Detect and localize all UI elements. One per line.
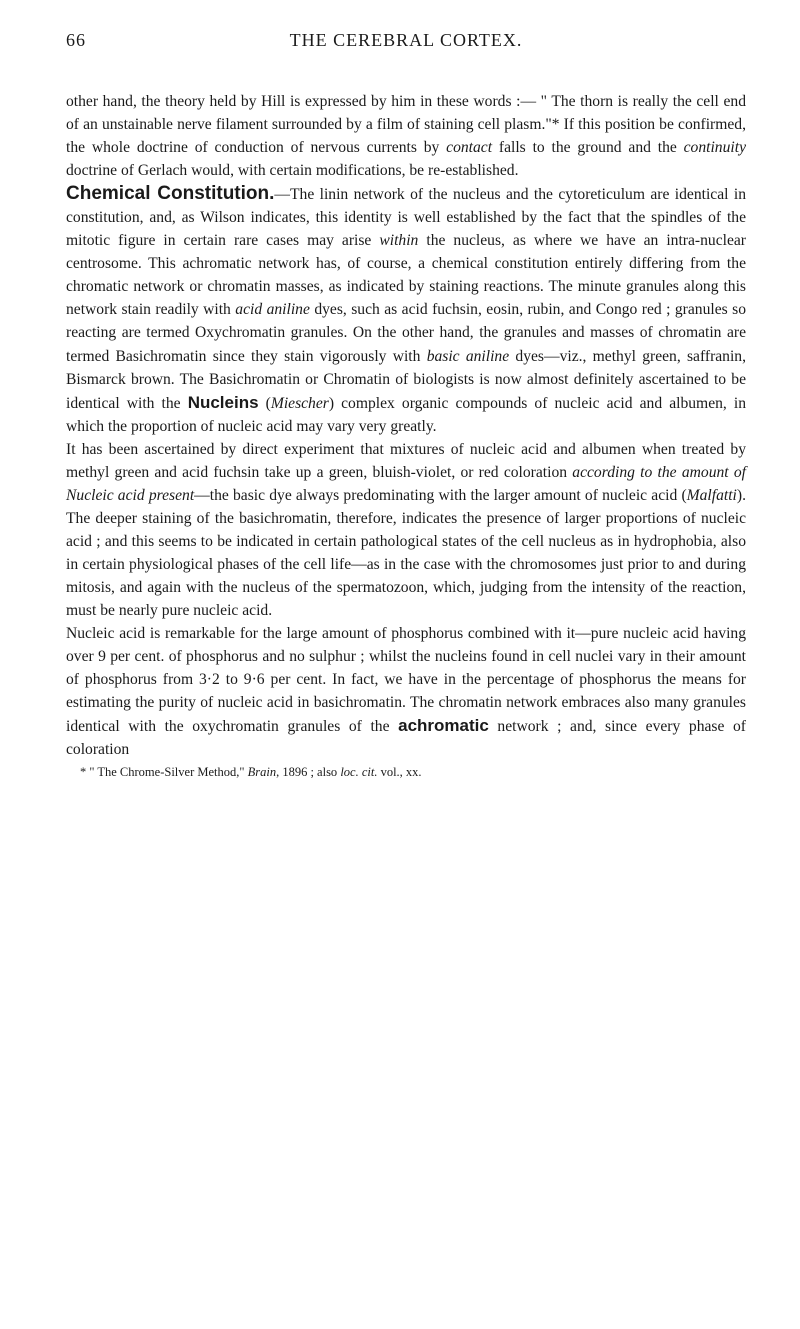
text-run: vol., xx.: [377, 765, 422, 780]
text-run: " The Chrome-Silver Method,": [89, 765, 248, 780]
text-run: Nucleic acid is remarkable for the large amount of phosphorus combined with it—pure nucleic acid having over 9 per cent. of phosphorus and no sulphur ; whilst the nucleins found in cell nuclei vary in their amount of phosphorus from 3·2 to 9·6 per cent. In fact, we have in the percentage of phosphorus the means for estimating the purity of nucleic acid in basichromatin. The chromatin network embraces also many granules identical with the oxychromatin granules of the: [66, 625, 746, 736]
running-title: THE CEREBRAL CORTEX.: [289, 30, 523, 50]
book-page: [66, 30, 746, 781]
text-run: It has been ascertained by direct experiment that mixtures of nucleic acid and albumen when treated by methyl green and acid fuchsin take up a green, bluish-violet, or red coloration: [66, 440, 746, 481]
italic-run: continuity: [683, 139, 746, 157]
text-run: dyes, such as acid fuchsin, eosin, rubin, and Congo red ; granules so reacting are termed Oxychromatin granules. On the other hand, the granules and masses of chromatin are termed Basichromatin since they stain vigorously with: [66, 301, 746, 365]
text-run: (: [258, 394, 271, 412]
text-run: the nucleus, as where we have an intra-nuclear centrosome. This achromatic network has, of course, a chemical constitution entirely differing from the chromatic network or chromatin masses, as indicated by staining reactions. The minute granules along this network stain readily with: [66, 232, 746, 319]
text-run: —the basic dye always predominating with the larger amount of nucleic acid (: [194, 486, 687, 504]
italic-run: according to the amount of Nucleic acid present: [66, 463, 746, 504]
bold-run-achromatic: achromatic: [398, 716, 489, 736]
text-run: network ; and, since every phase of coloration: [66, 718, 746, 759]
text-run: ). The deeper staining of the basichromatin, therefore, indicates the presence of larger proportions of nucleic acid ; and this seems to be indicated in certain pathological states of the cell nucleus as in hydrophobia, also in certain physiological phases of the cell life—as in the case with the chromosomes just prior to and during mitosis, and again with the nucleus of the spermatozoon, which, judging from the intensity of the reaction, must be nearly pure nucleic acid.: [66, 486, 746, 620]
italic-run: within: [379, 232, 419, 250]
italic-run: loc. cit.: [340, 765, 378, 780]
footnote-marker: *: [80, 765, 90, 780]
italic-run: basic aniline: [426, 347, 510, 365]
text-run: falls to the ground and the: [492, 139, 684, 157]
paragraph-2: [66, 182, 746, 438]
italic-run: acid aniline: [235, 301, 310, 319]
body-text: [66, 90, 746, 761]
section-heading-chemical-constitution: Chemical Constitution.: [66, 183, 275, 205]
text-run: other hand, the theory held by Hill is expressed by him in these words :— " The thorn is really the cell end of an unstainable nerve filament surrounded by a film of staining cell plasm."* If this position be confirmed, the whole doctrine of conduction of nervous currents by: [66, 93, 746, 157]
paragraph-4: [66, 622, 746, 761]
text-run: dyes—viz., methyl green, saffranin, Bismarck brown. The Basichromatin or Chromatin of biologists is now almost definitely ascertained to be identical with the: [66, 347, 747, 412]
italic-run: Miescher: [270, 394, 329, 412]
bold-run-nucleins: Nucleins: [187, 392, 259, 412]
paragraph-3: [66, 438, 746, 622]
paragraph-1: [66, 90, 746, 182]
running-head: [66, 30, 746, 60]
italic-run: contact: [446, 139, 493, 157]
text-run: doctrine of Gerlach would, with certain modifications, be re-established.: [66, 162, 519, 180]
text-run: ) complex organic compounds of nucleic acid and albumen, in which the proportion of nucleic acid may vary very greatly.: [66, 394, 747, 435]
italic-run: Brain: [247, 765, 277, 780]
footnote: [66, 763, 746, 781]
text-run: , 1896 ; also: [276, 765, 341, 780]
italic-run: Malfatti: [686, 486, 737, 504]
page-number: 66: [66, 30, 86, 50]
text-run: —The linin network of the nucleus and the cytoreticulum are identical in constitution, and, as Wilson indicates, this identity is well established by the fact that the spindles of the mitotic figure in certain rare cases may arise: [66, 186, 746, 250]
